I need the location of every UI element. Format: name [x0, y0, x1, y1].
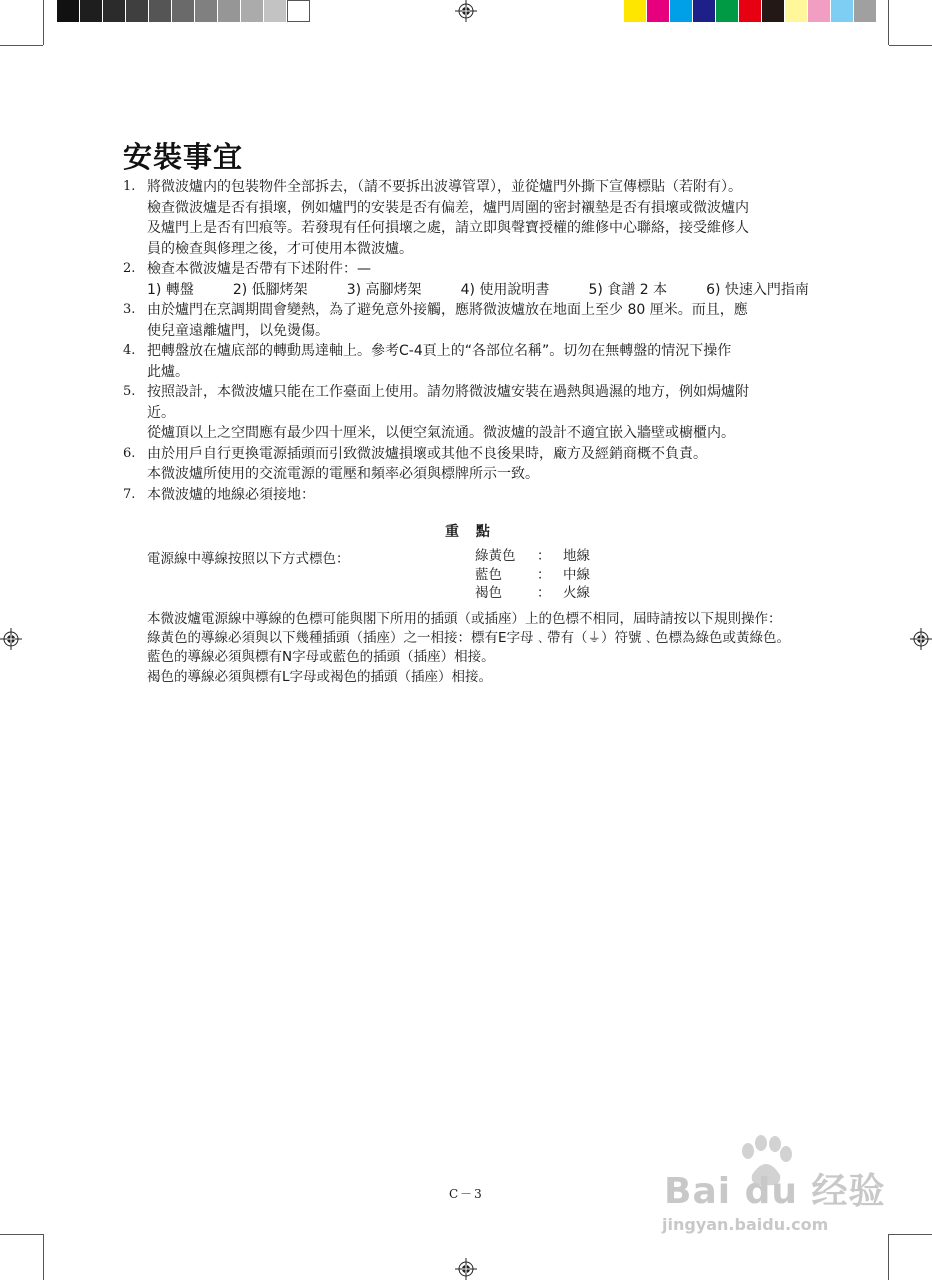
- registration-mark-icon: [455, 1258, 477, 1280]
- wire-separator: ：: [537, 548, 551, 564]
- color-swatch: [241, 0, 264, 22]
- step-number: 1.: [123, 179, 136, 194]
- crop-mark: [888, 0, 889, 45]
- color-swatch: [57, 0, 80, 22]
- step-text: 由於用戶自行更換電源插頭而引致微波爐損壞或其他不良後果時，廠方及經銷商概不負責。: [147, 445, 707, 462]
- color-swatch: [716, 0, 739, 22]
- watermark-brand: Bai du 经验: [664, 1171, 886, 1212]
- color-swatch: [195, 0, 218, 22]
- step-text: 從爐頂以上之空間應有最少四十厘米，以便空氣流通。微波爐的設計不適宜嵌入牆壁或櫥櫃内。: [147, 425, 735, 441]
- color-swatch: [831, 0, 854, 22]
- color-swatch: [739, 0, 762, 22]
- accessory-item: 4) 使用說明書: [460, 281, 550, 298]
- list-item: [121, 485, 811, 506]
- step-number: 6.: [123, 445, 136, 461]
- step-number: 4.: [123, 343, 136, 358]
- list-item: [121, 259, 811, 280]
- accessory-item: 5) 食譜 2 本: [588, 281, 668, 298]
- registration-mark-icon: [0, 628, 22, 650]
- list-item: [121, 382, 811, 444]
- step-text: 近。: [147, 404, 175, 421]
- note-paragraph: 綠黃色的導線必須與以下幾種插頭（插座）之一相接：標有E字母﹑帶有（⏚）符號﹑色標為綠色或黃綠色。: [147, 630, 791, 647]
- wiring-notes: [147, 610, 807, 687]
- color-swatch: [172, 0, 195, 22]
- color-swatch: [149, 0, 172, 22]
- step-text: 按照設計，本微波爐只能在工作臺面上使用。請勿將微波爐安裝在過熱與過濕的地方，例如焗爐附: [147, 384, 749, 400]
- step-text: 使兒童遠離爐門，以免燙傷。: [147, 322, 329, 339]
- crop-mark: [43, 1234, 44, 1280]
- crop-mark: [889, 45, 932, 46]
- step-text: 本微波爐的地線必須接地：: [147, 486, 315, 503]
- cord-color-label: 電源線中導線按照以下方式標色：: [147, 551, 350, 567]
- important-heading: 重 點: [445, 524, 496, 540]
- step-text: 把轉盤放在爐底部的轉動馬達軸上。參考C-4頁上的“各部位名稱”。切勿在無轉盤的情況下操作: [147, 343, 732, 359]
- accessory-list: [121, 280, 811, 301]
- wire-meaning: 地線: [563, 548, 590, 564]
- step-text: 此爐。: [147, 363, 189, 380]
- crop-mark: [0, 45, 43, 46]
- color-swatch: [785, 0, 808, 22]
- color-swatch: [624, 0, 647, 22]
- color-swatch: [647, 0, 670, 22]
- watermark-url: jingyan.baidu.com: [662, 1215, 829, 1234]
- color-swatch: [670, 0, 693, 22]
- color-swatch: [126, 0, 149, 22]
- crop-mark: [888, 1234, 889, 1280]
- wire-meaning: 中線: [563, 566, 590, 583]
- wire-row: [475, 584, 590, 603]
- wire-separator: ：: [537, 585, 551, 601]
- wire-color: 綠黃色: [475, 548, 516, 564]
- list-item: [121, 444, 811, 485]
- wire-color-table: [475, 547, 590, 603]
- color-swatch: [808, 0, 831, 22]
- step-text: 及爐門上是否有凹痕等。若發現有任何損壞之處，請立即與聲寶授權的維修中心聯絡，接受維修人: [147, 220, 749, 236]
- crop-mark: [0, 1234, 43, 1235]
- wire-separator: ：: [537, 566, 551, 583]
- color-swatch: [287, 0, 310, 22]
- step-text: 檢查本微波爐是否帶有下述附件：—: [147, 261, 371, 277]
- color-swatch: [264, 0, 287, 22]
- step-text: 將微波爐内的包裝物件全部拆去，（請不要拆出波導管罩），並從爐門外撕下宣傳標貼（若附有）。: [147, 179, 742, 195]
- color-swatch: [693, 0, 716, 22]
- color-calibration-bar: [624, 0, 877, 22]
- registration-mark-icon: [910, 628, 932, 650]
- wire-color: 褐色: [475, 585, 502, 601]
- color-swatch: [218, 0, 241, 22]
- list-item: [121, 341, 811, 382]
- step-text: 檢查微波爐是否有損壞，例如爐門的安裝是否有偏差，爐門周圍的密封襯墊是否有損壞或微波爐内: [147, 199, 749, 216]
- accessory-item: 3) 高腳烤架: [346, 281, 422, 298]
- accessory-item: 2) 低腳烤架: [232, 281, 308, 298]
- step-text: 本微波爐所使用的交流電源的電壓和頻率必須與標牌所示一致。: [147, 466, 539, 482]
- wire-color: 藍色: [475, 566, 502, 583]
- step-number: 7.: [123, 486, 136, 502]
- installation-steps: [121, 177, 811, 505]
- step-number: 2.: [123, 261, 136, 276]
- color-swatch: [80, 0, 103, 22]
- step-text: 由於爐門在烹調期間會變熱，為了避免意外接觸，應將微波爐放在地面上至少 80 厘米。而且，應: [147, 302, 748, 318]
- color-swatch: [103, 0, 126, 22]
- grayscale-calibration-bar: [57, 0, 310, 22]
- step-text: 員的檢查與修理之後，才可使用本微波爐。: [147, 240, 413, 257]
- wire-row: [475, 566, 590, 585]
- wire-row: [475, 547, 590, 566]
- registration-mark-icon: [455, 0, 477, 22]
- list-item: [121, 177, 811, 259]
- color-swatch: [854, 0, 877, 22]
- accessory-item: 1) 轉盤: [147, 281, 194, 298]
- color-swatch: [762, 0, 785, 22]
- crop-mark: [43, 0, 44, 45]
- wire-meaning: 火線: [563, 585, 590, 601]
- note-paragraph: 本微波爐電源線中導線的色標可能與閣下所用的插頭（或插座）上的色標不相同，屆時請按以下規則操作：: [147, 611, 782, 627]
- note-paragraph: 褐色的導線必須與標有L字母或褐色的插頭（插座）相接。: [147, 668, 493, 685]
- step-number: 3.: [123, 302, 136, 317]
- list-item: [121, 300, 811, 341]
- page-number: C－3: [449, 1187, 484, 1201]
- crop-mark: [889, 1234, 932, 1235]
- step-number: 5.: [123, 384, 136, 399]
- note-paragraph: 藍色的導線必須與標有N字母或藍色的插頭（插座）相接。: [147, 649, 495, 666]
- accessory-item: 6) 快速入門指南: [706, 281, 809, 298]
- page-title: 安裝事宜: [123, 140, 244, 174]
